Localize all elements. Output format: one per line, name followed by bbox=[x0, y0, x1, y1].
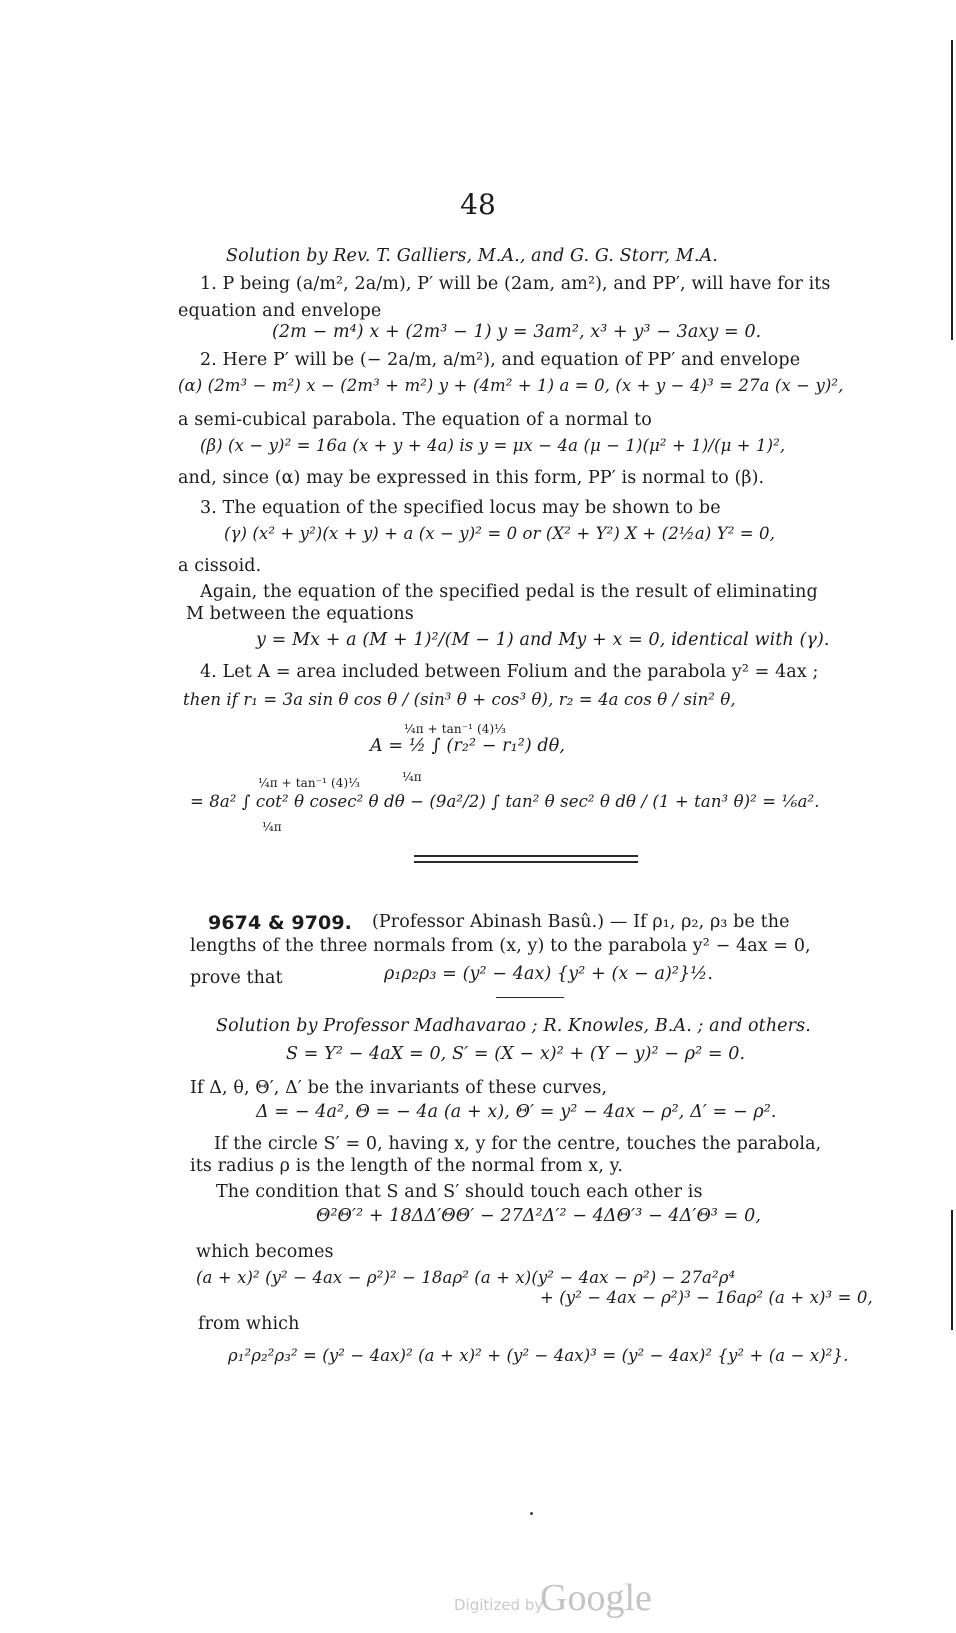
equation-line-2: y = Mx + a (M + 1)²/(M − 1) and My + x = 0, identical with (γ). bbox=[256, 630, 830, 650]
question-number: 9674 & 9709. bbox=[208, 912, 352, 934]
integral-upper-limit-1: ¼π + tan⁻¹ (4)⅓ bbox=[404, 722, 506, 736]
text-line-7: a cissoid. bbox=[178, 556, 262, 576]
equation-alpha: (α) (2m³ − m²) x − (2m³ + m²) y + (4m² + 1) a = 0, (x + y − 4)³ = 27a (x − y)², bbox=[178, 376, 844, 395]
text-line-5: and, since (α) may be expressed in this form, PP′ is normal to (β). bbox=[178, 468, 765, 488]
solution2-line-8: which becomes bbox=[196, 1242, 334, 1262]
text-line-6: 3. The equation of the specified locus may be shown to be bbox=[200, 498, 721, 518]
question-line-2: lengths of the three normals from (x, y) to the parabola y² − 4ax = 0, bbox=[190, 936, 811, 956]
integral-upper-limit-2: ¼π + tan⁻¹ (4)⅓ bbox=[258, 776, 360, 790]
question-line-1: (Professor Abinash Basû.) — If ρ₁, ρ₂, ρ₃ be the bbox=[372, 912, 790, 932]
equation-line-1: (2m − m⁴) x + (2m³ − 1) y = 3am², x³ + y³ − 3axy = 0. bbox=[272, 322, 762, 342]
solution-header-2: Solution by Professor Madhavarao ; R. Knowles, B.A. ; and others. bbox=[216, 1016, 811, 1036]
solution2-line-7: Θ²Θ′² + 18ΔΔ′ΘΘ′ − 27Δ²Δ′² − 4ΔΘ′³ − 4Δ′Θ³ = 0, bbox=[316, 1206, 761, 1226]
digitized-by-label: Digitized by bbox=[454, 1596, 544, 1614]
text-line-3: 2. Here P′ will be (− 2a/m, a/m²), and equation of PP′ and envelope bbox=[200, 350, 801, 370]
text-line-2: equation and envelope bbox=[178, 301, 382, 321]
solution2-line-4: If the circle S′ = 0, having x, y for the centre, touches the parabola, bbox=[214, 1134, 822, 1154]
question-equation: ρ₁ρ₂ρ₃ = (y² − 4ax) {y² + (x − a)²}½. bbox=[384, 964, 713, 984]
solution2-line-6: The condition that S and S′ should touch each other is bbox=[216, 1182, 703, 1202]
text-line-10: 4. Let A = area included between Folium and the parabola y² = 4ax ; bbox=[200, 662, 819, 682]
equation-gamma: (γ) (x² + y²)(x + y) + a (x − y)² = 0 or (X² + Y²) X + (2½a) Y² = 0, bbox=[224, 524, 775, 543]
short-rule bbox=[496, 997, 564, 998]
equation-line-3: then if r₁ = 3a sin θ cos θ / (sin³ θ + cos³ θ), r₂ = 4a cos θ / sin² θ, bbox=[183, 690, 736, 709]
question-line-3: prove that bbox=[190, 968, 283, 988]
integral-lower-limit-1: ¼π bbox=[402, 770, 422, 784]
solution2-line-12: ρ₁²ρ₂²ρ₃² = (y² − 4ax)² (a + x)² + (y² − 4ax)³ = (y² − 4ax)² {y² + (a − x)²}. bbox=[228, 1346, 849, 1365]
solution2-line-11: from which bbox=[198, 1314, 300, 1334]
solution2-line-1: S = Y² − 4aX = 0, S′ = (X − x)² + (Y − y)² − ρ² = 0. bbox=[286, 1044, 746, 1064]
solution2-line-3: Δ = − 4a², Θ = − 4a (a + x), Θ′ = y² − 4ax − ρ², Δ′ = − ρ². bbox=[256, 1102, 777, 1122]
solution2-line-9: (a + x)² (y² − 4ax − ρ²)² − 18aρ² (a + x)(y² − 4ax − ρ²) − 27a²ρ⁴ bbox=[196, 1268, 736, 1287]
text-line-1: 1. P being (a/m², 2a/m), P′ will be (2am, am²), and PP′, will have for its bbox=[200, 274, 831, 294]
solution2-line-2: If Δ, θ, Θ′, Δ′ be the invariants of these curves, bbox=[190, 1078, 608, 1098]
equation-area: A = ½ ∫ (r₂² − r₁²) dθ, bbox=[370, 736, 566, 756]
page-number: 48 bbox=[460, 188, 496, 221]
double-rule-bottom bbox=[414, 861, 638, 863]
text-line-9: M between the equations bbox=[186, 604, 414, 624]
text-line-4: a semi-cubical parabola. The equation of a normal to bbox=[178, 410, 652, 430]
solution2-line-5: its radius ρ is the length of the normal from x, y. bbox=[190, 1156, 624, 1176]
google-logo: Google bbox=[540, 1577, 652, 1619]
scan-edge-line-lower bbox=[951, 1210, 953, 1330]
stray-mark bbox=[530, 1512, 533, 1515]
equation-area-result: = 8a² ∫ cot² θ cosec² θ dθ − (9a²/2) ∫ tan² θ sec² θ dθ / (1 + tan³ θ)² = ⅙a². bbox=[190, 792, 820, 811]
integral-lower-limit-2: ¼π bbox=[262, 820, 282, 834]
equation-beta: (β) (x − y)² = 16a (x + y + 4a) is y = μx − 4a (μ − 1)(μ² + 1)/(μ + 1)², bbox=[200, 436, 786, 455]
double-rule-top bbox=[414, 855, 638, 857]
solution-header-1: Solution by Rev. T. Galliers, M.A., and G. G. Storr, M.A. bbox=[226, 246, 718, 266]
text-line-8: Again, the equation of the specified pedal is the result of eliminating bbox=[200, 582, 818, 602]
solution2-line-10: + (y² − 4ax − ρ²)³ − 16aρ² (a + x)³ = 0, bbox=[540, 1288, 873, 1307]
